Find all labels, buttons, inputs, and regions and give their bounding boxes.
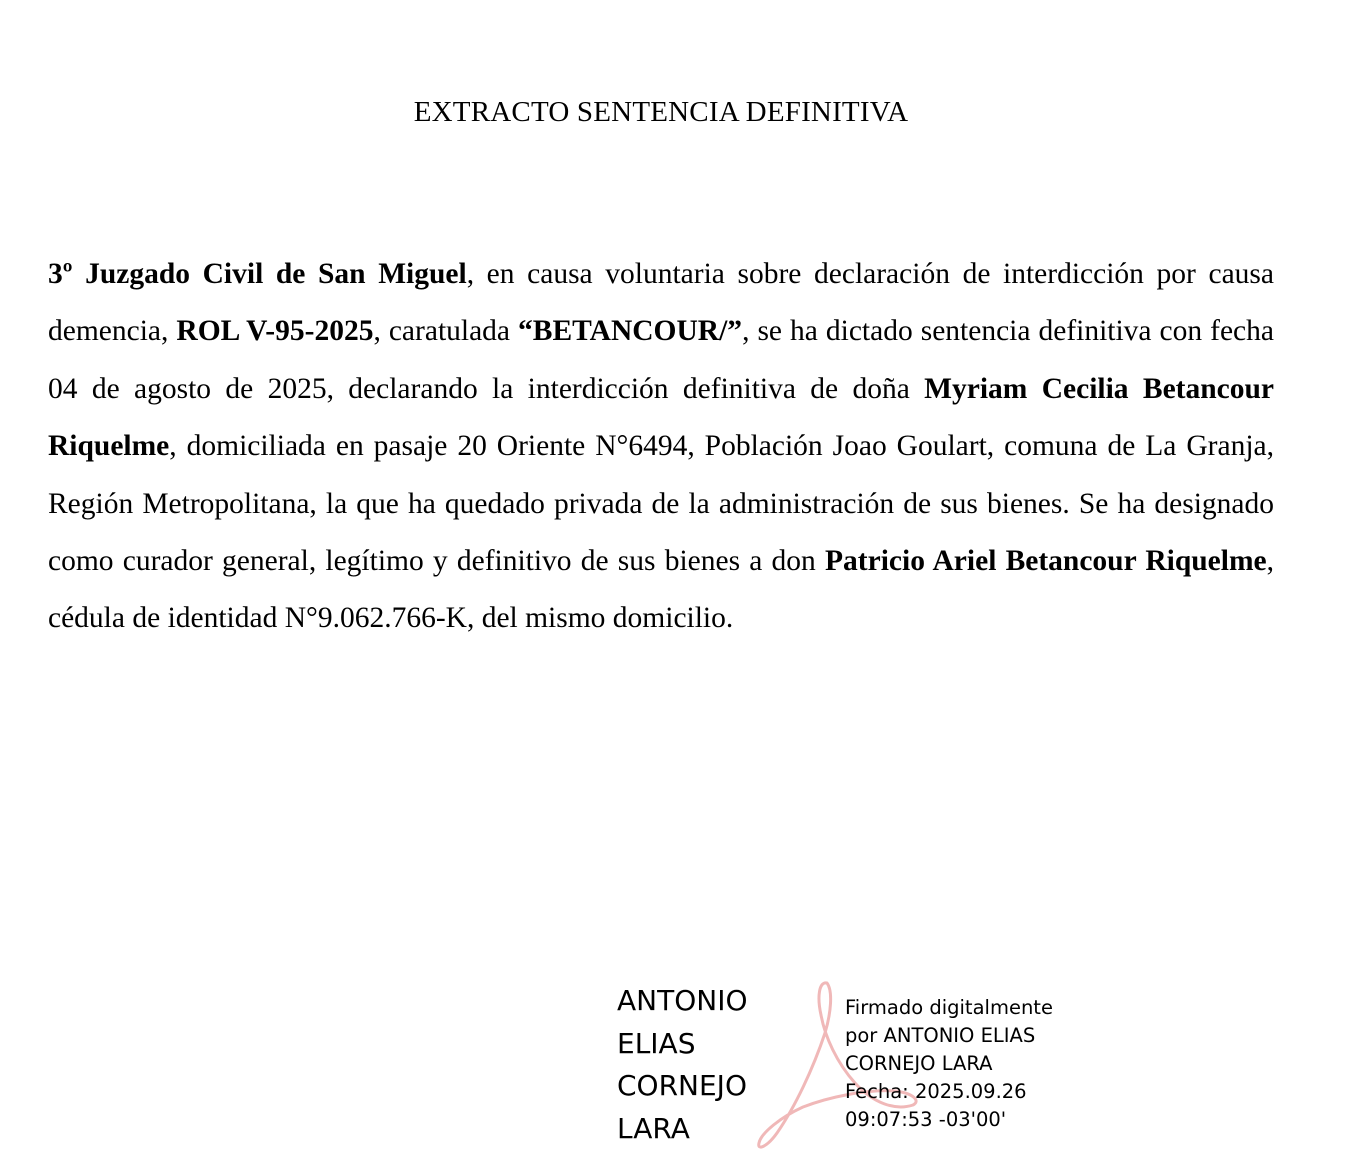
case-rol: ROL V-95-2025 (176, 315, 374, 348)
paragraph-text-1: , en causa voluntaria sobre declaración de interdicción por causa demencia, (48, 258, 1274, 348)
signature-detail-line: Fecha: 2025.09.26 (845, 1080, 1027, 1103)
signer-name-line: LARA (617, 1111, 690, 1145)
signature-detail-line: Firmado digitalmente (845, 996, 1053, 1019)
digital-signature-details (845, 994, 1105, 1134)
signer-name-line: ELIAS (617, 1026, 696, 1060)
case-caption: “BETANCOUR/” (518, 315, 743, 348)
paragraph-text-4: , domiciliada en pasaje 20 Oriente N°6494, Población Joao Goulart, comuna de La Granja, Región Metropolitana, la que ha quedado privada de la administración de sus bienes. Se ha designado como curador general, legítimo y definitivo de sus bienes a don (48, 430, 1274, 578)
signature-detail-line: por ANTONIO ELIAS (845, 1024, 1036, 1047)
paragraph-text-5: , cédula de identidad N°9.062.766-K, del mismo domicilio. (48, 545, 1274, 635)
signature-detail-line: CORNEJO LARA (845, 1052, 993, 1075)
curator-name: Patricio Ariel Betancour Riquelme (825, 545, 1267, 578)
signature-detail-line: 09:07:53 -03'00' (845, 1108, 1007, 1131)
court-name: 3º Juzgado Civil de San Miguel (48, 258, 467, 290)
signer-name-line: CORNEJO (617, 1069, 747, 1102)
paragraph-text-3: , se ha dictado sentencia definitiva con fecha 04 de agosto de 2025, declarando la interdicción definitiva de doña (48, 315, 1274, 405)
extract-paragraph (48, 246, 1274, 648)
document-title: EXTRACTO SENTENCIA DEFINITIVA (413, 96, 909, 128)
paragraph-text-2: , caratulada (373, 315, 519, 348)
interdicted-person-name: Myriam Cecilia Betancour Riquelme (48, 372, 1274, 463)
signer-name-line: ANTONIO (617, 984, 748, 1017)
